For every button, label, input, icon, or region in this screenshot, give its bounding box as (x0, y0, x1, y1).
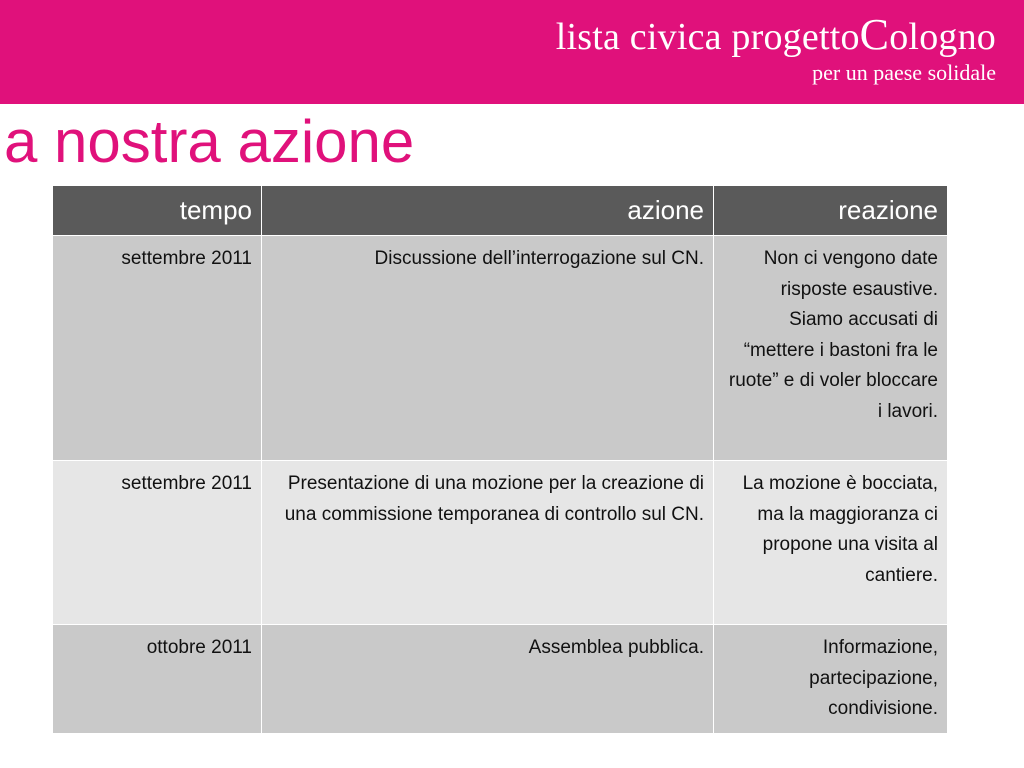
cell-reazione: Informazione, partecipazione, condivisione. (714, 625, 948, 734)
cell-reazione: La mozione è bocciata, ma la maggioranza ci propone una visita al cantiere. (714, 461, 948, 625)
actions-table (52, 185, 948, 734)
slide-title: a nostra azione (4, 108, 415, 175)
table-header-row (53, 186, 948, 236)
brand-logo (556, 12, 996, 86)
cell-tempo: settembre 2011 (53, 236, 262, 461)
brand-name-c: C (859, 10, 890, 59)
table-row (53, 461, 948, 625)
column-header-tempo: tempo (53, 186, 262, 236)
table-row (53, 625, 948, 734)
column-header-reazione: reazione (714, 186, 948, 236)
brand-name-suffix: ologno (889, 16, 996, 58)
brand-name (556, 12, 996, 60)
cell-azione: Assemblea pubblica. (262, 625, 714, 734)
cell-tempo: ottobre 2011 (53, 625, 262, 734)
cell-azione: Presentazione di una mozione per la creazione di una commissione temporanea di controllo sul CN. (262, 461, 714, 625)
brand-name-prefix: lista civica progetto (555, 16, 860, 58)
column-header-azione: azione (262, 186, 714, 236)
cell-azione: Discussione dell’interrogazione sul CN. (262, 236, 714, 461)
brand-tagline: per un paese solidale (812, 60, 996, 85)
cell-tempo: settembre 2011 (53, 461, 262, 625)
header-banner (0, 0, 1024, 104)
cell-reazione: Non ci vengono date risposte esaustive. Siamo accusati di “mettere i bastoni fra le ruote” e di voler bloccare i lavori. (714, 236, 948, 461)
table-row (53, 236, 948, 461)
